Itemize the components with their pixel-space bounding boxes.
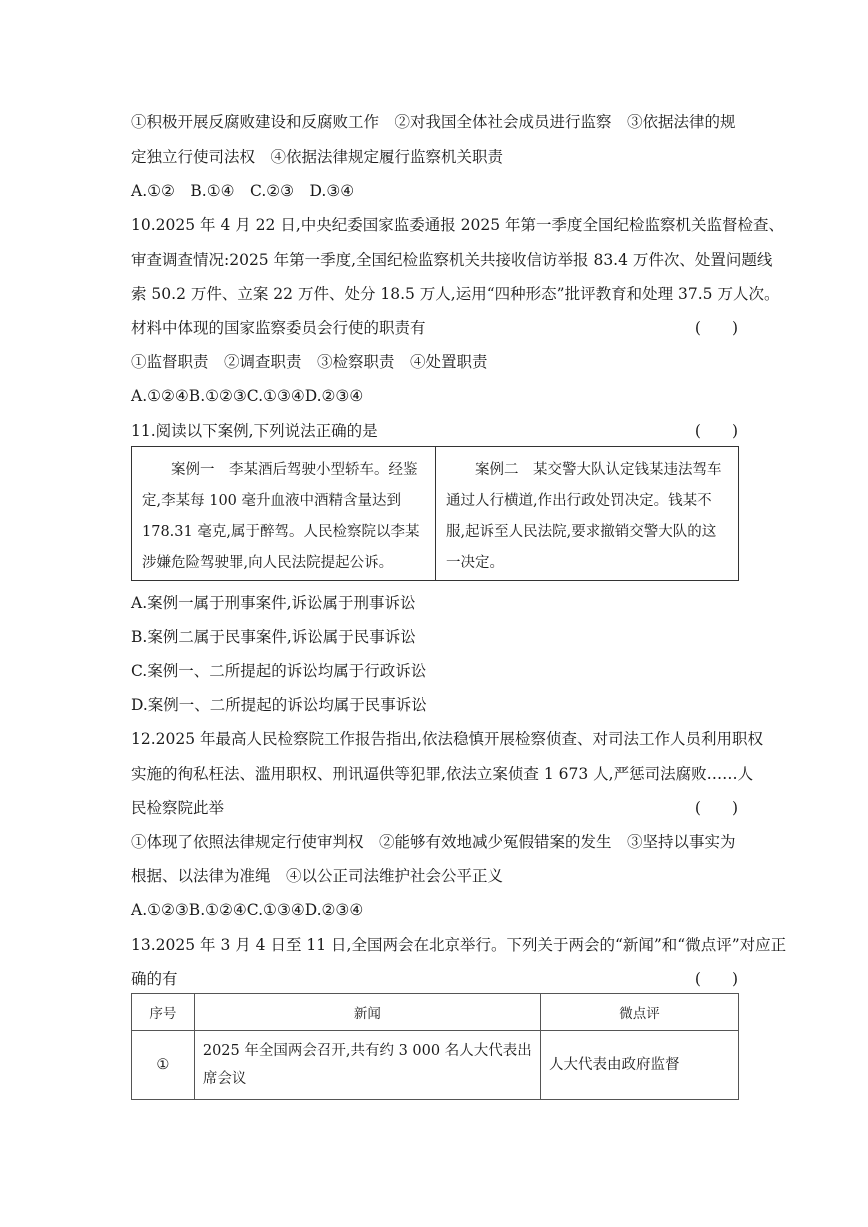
- case-one: 案例一 李某酒后驾驶小型轿车。经鉴定,李某每 100 毫升血液中酒精含量达到 178.31 毫克,属于醉驾。人民检察院以李某涉嫌危险驾驶罪,向人民法院提起公诉。: [142, 462, 420, 571]
- q12-stem-line-3: 民检察院此举: [131, 799, 225, 817]
- q12-options-line-1: ①体现了依照法律规定行使审判权 ②能够有效地减少冤假错案的发生 ③坚持以事实为: [131, 833, 736, 851]
- q11-option-c: C.案例一、二所提起的诉讼均属于行政诉讼: [131, 662, 427, 680]
- q12-options-line-2: 根据、以法律为准绳 ④以公正司法维护社会公平正义: [131, 867, 504, 885]
- q11-option-d: D.案例一、二所提起的诉讼均属于民事诉讼: [131, 696, 427, 714]
- q10-answer-choices: A.①②④B.①②③C.①③④D.②③④: [131, 387, 364, 405]
- q11-option-a: A.案例一属于刑事案件,诉讼属于刑事诉讼: [131, 594, 416, 612]
- q12-stem-line-1: 12.2025 年最高人民检察院工作报告指出,依法稳慎开展检察侦查、对司法工作人员利用职权: [131, 730, 763, 748]
- q13-stem-line-1: 13.2025 年 3 月 4 日至 11 日,全国两会在北京举行。下列关于两会的“新闻”和“微点评”对应正: [131, 936, 787, 954]
- q13-answer-blank: ( ): [694, 970, 738, 988]
- q9-answer-choices: A.①② B.①④ C.②③ D.③④: [131, 182, 355, 200]
- q13-question: [131, 969, 738, 989]
- q12-stem-line-2: 实施的徇私枉法、滥用职权、刑讯逼供等犯罪,依法立案侦查 1 673 人,严惩司法腐败……人: [131, 765, 754, 783]
- table-header-row: [132, 994, 739, 1031]
- q10-answer-blank: ( ): [694, 319, 738, 337]
- q10-options: ①监督职责 ②调查职责 ③检察职责 ④处置职责: [131, 353, 488, 371]
- q11-case-box: [131, 446, 739, 581]
- q13-news-table: [131, 993, 739, 1100]
- header-comment: 微点评: [541, 994, 739, 1031]
- q12-question: [131, 798, 738, 818]
- table-row: [132, 1031, 739, 1100]
- q10-stem-line-2: 审查调查情况:2025 年第一季度,全国纪检监察机关共接收信访举报 83.4 万件次、处置问题线: [131, 251, 773, 269]
- q11-stem: 11.阅读以下案例,下列说法正确的是: [131, 422, 378, 440]
- row-number: ①: [132, 1031, 195, 1100]
- q11-question: [131, 421, 738, 441]
- header-number: 序号: [132, 994, 195, 1031]
- case-two: 案例二 某交警大队认定钱某违法驾车通过人行横道,作出行政处罚决定。钱某不服,起诉至人民法院,要求撤销交警大队的这一决定。: [435, 447, 738, 580]
- q10-question: [131, 318, 738, 338]
- q9-options-line-2: 定独立行使司法权 ④依据法律规定履行监察机关职责: [131, 148, 504, 166]
- row-comment: 人大代表由政府监督: [541, 1031, 739, 1100]
- q12-answer-choices: A.①②③B.①②④C.①③④D.②③④: [131, 901, 364, 919]
- q11-answer-blank: ( ): [694, 422, 738, 440]
- row-news: 2025 年全国两会召开,共有约 3 000 名人大代表出席会议: [194, 1031, 540, 1100]
- q12-answer-blank: ( ): [694, 799, 738, 817]
- header-news: 新闻: [194, 994, 540, 1031]
- q10-stem-line-1: 10.2025 年 4 月 22 日,中央纪委国家监委通报 2025 年第一季度全国纪检监察机关监督检查、: [131, 216, 785, 234]
- q10-question-text: 材料中体现的国家监察委员会行使的职责有: [131, 319, 426, 337]
- q9-options-line-1: ①积极开展反腐败建设和反腐败工作 ②对我国全体社会成员进行监察 ③依据法律的规: [131, 113, 736, 131]
- q10-stem-line-3: 索 50.2 万件、立案 22 万件、处分 18.5 万人,运用“四种形态”批评教育和处理 37.5 万人次。: [131, 285, 780, 303]
- q11-option-b: B.案例二属于民事案件,诉讼属于民事诉讼: [131, 628, 416, 646]
- q13-stem-line-2: 确的有: [131, 970, 178, 988]
